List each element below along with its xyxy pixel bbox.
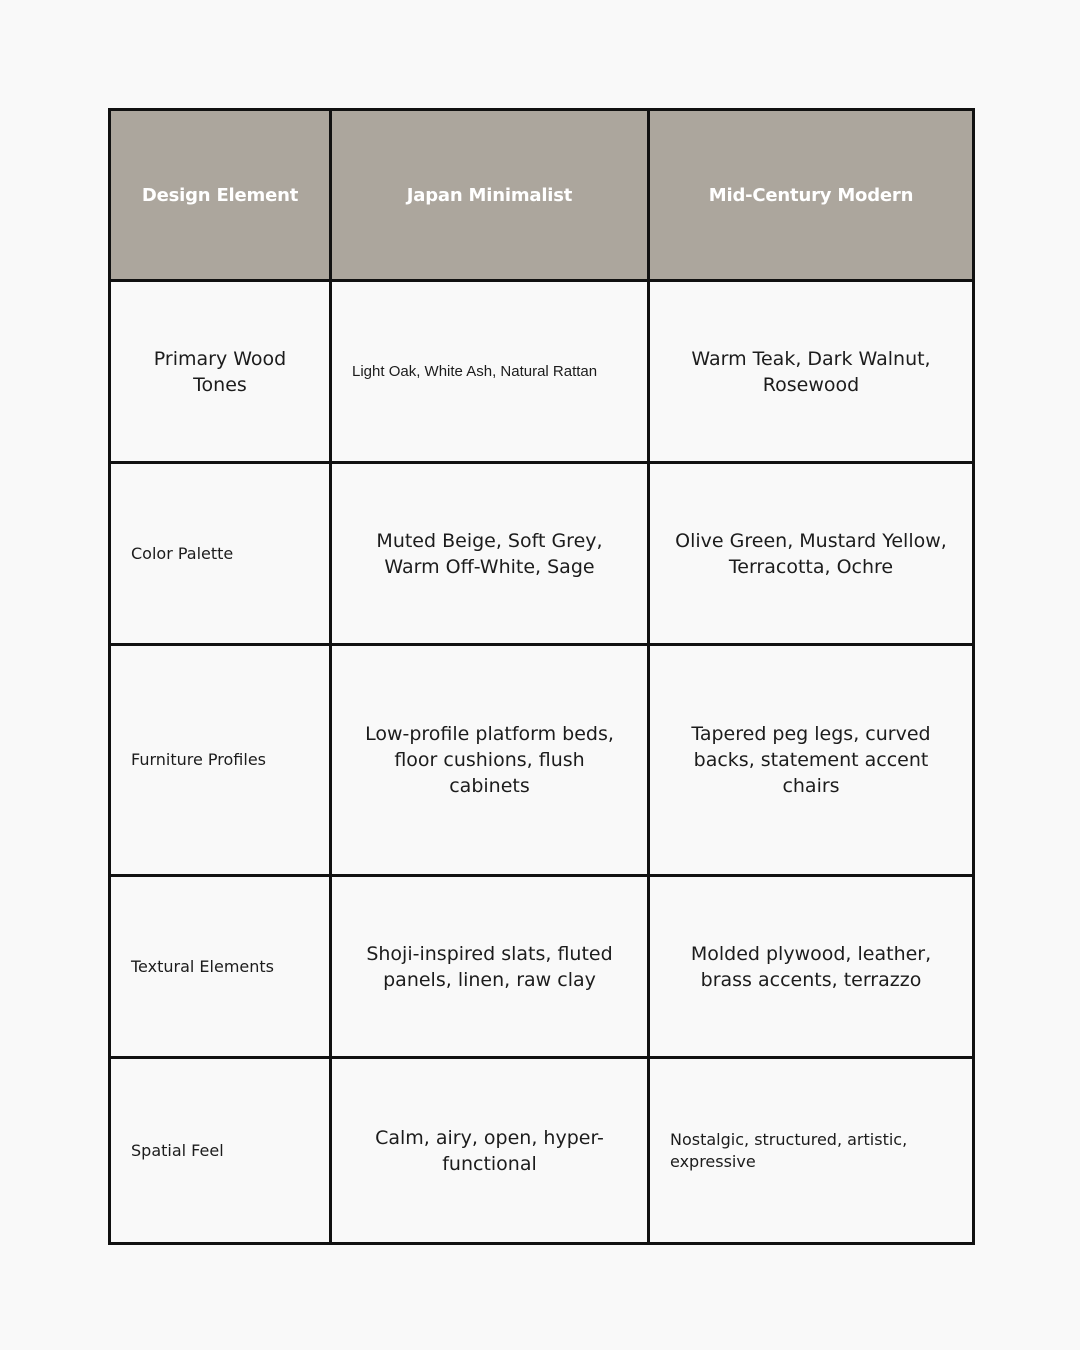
- table-row: [110, 1058, 974, 1244]
- table-row: [110, 876, 974, 1058]
- cell-japan-spatial-feel: Calm, airy, open, hyper-functional: [331, 1058, 649, 1244]
- table-row: [110, 281, 974, 463]
- header-japan-minimalist: Japan Minimalist: [331, 110, 649, 281]
- cell-midcentury-color-palette: Olive Green, Mustard Yellow, Terracotta, Ochre: [649, 463, 974, 645]
- row-label-color-palette: Color Palette: [110, 463, 331, 645]
- table-header-row: [110, 110, 974, 281]
- cell-midcentury-spatial-feel: Nostalgic, structured, artistic, expressive: [649, 1058, 974, 1244]
- cell-midcentury-wood-tones: Warm Teak, Dark Walnut, Rosewood: [649, 281, 974, 463]
- cell-japan-wood-tones: Light Oak, White Ash, Natural Rattan: [331, 281, 649, 463]
- table-row: [110, 645, 974, 876]
- header-mid-century-modern: Mid-Century Modern: [649, 110, 974, 281]
- cell-midcentury-furniture-profiles: Tapered peg legs, curved backs, statement accent chairs: [649, 645, 974, 876]
- table-row: [110, 463, 974, 645]
- cell-japan-furniture-profiles: Low-profile platform beds, floor cushions, flush cabinets: [331, 645, 649, 876]
- header-design-element: Design Element: [110, 110, 331, 281]
- row-label-furniture-profiles: Furniture Profiles: [110, 645, 331, 876]
- row-label-primary-wood-tones: Primary Wood Tones: [110, 281, 331, 463]
- row-label-textural-elements: Textural Elements: [110, 876, 331, 1058]
- comparison-table-frame: [108, 108, 972, 1242]
- cell-japan-textural-elements: Shoji-inspired slats, fluted panels, linen, raw clay: [331, 876, 649, 1058]
- comparison-table: [108, 108, 975, 1245]
- cell-japan-color-palette: Muted Beige, Soft Grey, Warm Off-White, Sage: [331, 463, 649, 645]
- row-label-spatial-feel: Spatial Feel: [110, 1058, 331, 1244]
- cell-midcentury-textural-elements: Molded plywood, leather, brass accents, terrazzo: [649, 876, 974, 1058]
